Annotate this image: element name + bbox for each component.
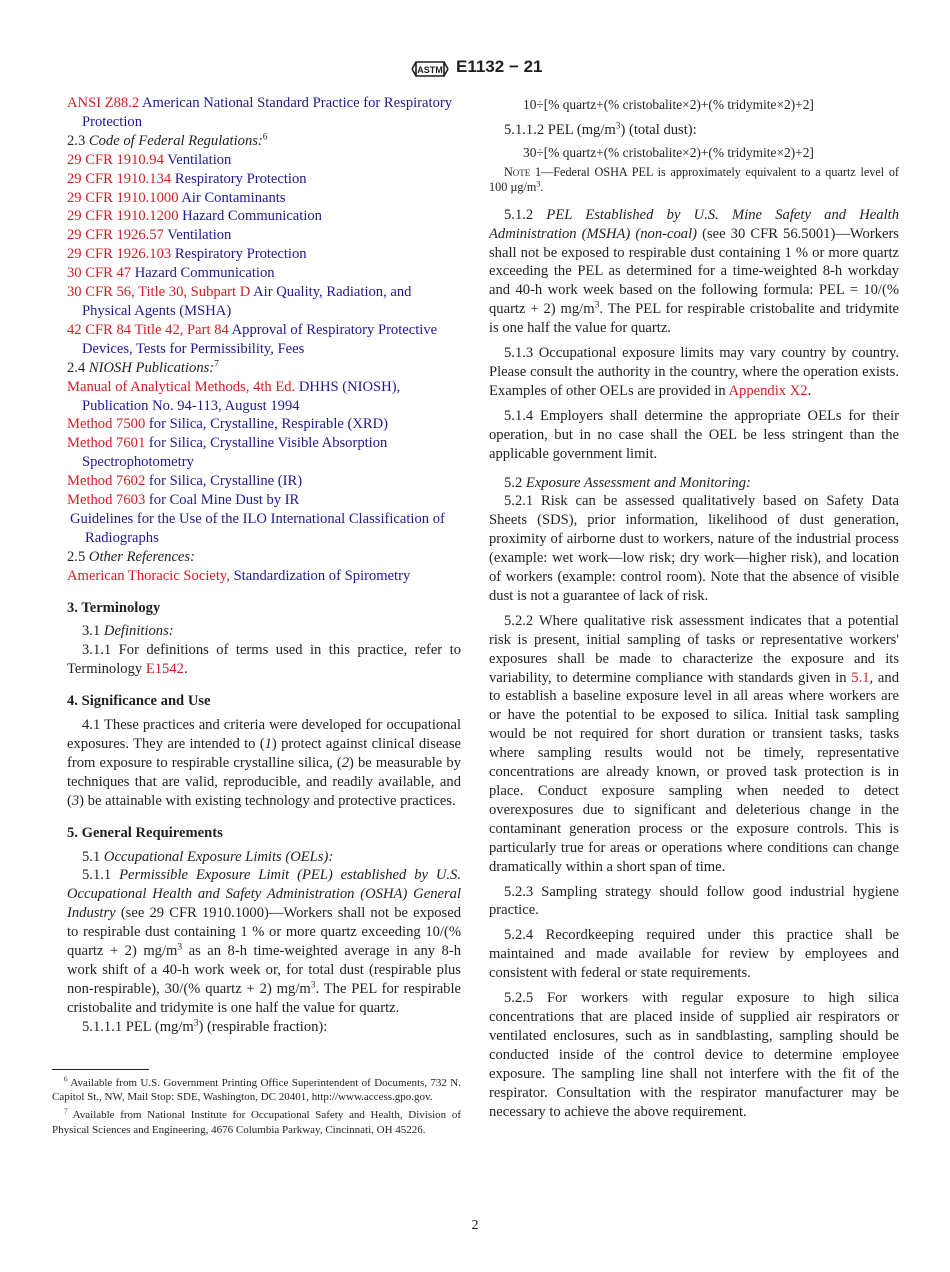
ref-title-link[interactable]: Standardization of Spirometry — [233, 567, 411, 584]
ref-code-link[interactable]: 29 CFR 1910.1200 — [67, 208, 179, 225]
reference-item — [67, 472, 461, 491]
reference-item — [67, 245, 461, 264]
ref-title-link[interactable]: Ventilation — [167, 151, 232, 168]
ref-title-link[interactable]: for Silica, Crystalline, Respirable (XRD) — [148, 416, 389, 433]
para-5-1: 5.1 Occupational Exposure Limits (OELs): — [82, 848, 334, 865]
ref-title-link[interactable]: Hazard Communication — [182, 208, 322, 225]
reference-item — [67, 264, 461, 283]
ref-title-link[interactable]: Respiratory Protection — [174, 170, 307, 187]
standard-designation: E1132 − 21 — [456, 57, 543, 76]
other-heading: 2.5 Other References: — [67, 548, 195, 565]
right-column — [489, 94, 899, 1121]
para-5-1-3: 5.1.3 Occupational exposure limits may vary country by country. Please consult the authority in the country, where the operation exists. Examples of other OELs are provided in Appendix X2. — [489, 345, 899, 399]
para-5-2-5: 5.2.5 For workers with regular exposure to high silica concentrations that are placed inside of supplied air respirators or ventilated enclosures, such as in sandblasting, sampling should be conducted inside of the control device to determine employee exposure. The sampling line shall not interfere with the fit of the respirator. Consultation with the respirator manufacturer may be necessary to achieve the above requirement. — [489, 990, 899, 1120]
para-4-1: 4.1 These practices and criteria were developed for occupational exposures. They are intended to (1) protect against clinical disease from exposure to respirable crystalline silica, (2) be measurable by techniques that are valid, reproducible, and readily available, and (3) be attainable with existing technology and protective practices. — [67, 717, 461, 809]
para-5-2-3: 5.2.3 Sampling strategy should follow good industrial hygiene practice. — [489, 883, 899, 919]
para-3-1: 3.1 Definitions: — [82, 623, 174, 640]
reference-item — [67, 189, 461, 208]
ref-title-link[interactable]: DHHS (NIOSH), Publication No. 94-113, August 1994 — [82, 378, 401, 414]
reference-item — [67, 434, 461, 472]
reference-item — [67, 491, 461, 510]
section-heading-terminology: 3. Terminology — [67, 599, 161, 616]
ref-code-link[interactable]: Method 7601 — [67, 435, 146, 452]
para-5-2-1: 5.2.1 Risk can be assessed qualitatively based on Safety Data Sheets (SDS), prior information, likelihood of dust generation, proximity of airborne dust to workers, nature of the industrial process (example: wet work—low risk; dry work—higher risk), and location of workers (example: control room). Note that the absence of visible dust is not a guarantee of lack of risk. — [489, 493, 899, 604]
ref-code-link[interactable]: Method 7602 — [67, 473, 146, 490]
para-5-1-1-2: 5.1.1.2 PEL $(mg/m^3)$ (total dust): — [504, 121, 697, 138]
reference-item — [67, 151, 461, 170]
ref-code-link[interactable]: 29 CFR 1910.134 — [67, 170, 172, 187]
ref-title-link[interactable]: for Silica, Crystalline (IR) — [148, 473, 303, 490]
reference-item — [67, 207, 461, 226]
ref-title-link[interactable]: Air Contaminants — [181, 189, 286, 206]
ref-title-link[interactable]: for Silica, Crystalline Visible Absorption Spectrophotometry — [82, 435, 388, 471]
ref-code-link[interactable]: 29 CFR 1910.94 — [67, 151, 164, 168]
para-5-2-4: 5.2.4 Recordkeeping required under this practice shall be maintained and made available for review by employees and consistent with federal or state requirements. — [489, 927, 899, 982]
ref-code-link[interactable]: American Thoracic Society, — [67, 567, 230, 584]
ref-code-link[interactable]: 29 CFR 1926.103 — [67, 246, 172, 263]
appendix-x2-link[interactable]: Appendix X2 — [728, 382, 808, 399]
ref-title-link[interactable]: for Coal Mine Dust by IR — [148, 492, 300, 509]
astm-logo-icon — [410, 56, 450, 82]
ref-code-link[interactable]: Method 7603 — [67, 492, 146, 509]
logo-text: ASTM — [417, 65, 443, 75]
ref-code-link[interactable]: Manual of Analytical Methods, 4th Ed. — [67, 378, 296, 395]
ref-code-link[interactable]: Method 7500 — [67, 416, 146, 433]
ref-title-link[interactable]: American National Standard Practice for Respiratory Protection — [82, 95, 453, 130]
cfr-heading: 2.3 Code of Federal Regulations:$^6$ — [67, 132, 268, 149]
ref-title-link[interactable]: Ventilation — [167, 227, 232, 244]
reference-item — [67, 283, 461, 321]
reference-item — [67, 378, 461, 416]
ref-code-link[interactable]: 30 CFR 47 — [67, 265, 132, 282]
reference-item — [67, 321, 461, 359]
left-column — [67, 94, 461, 1037]
footnotes — [52, 1076, 461, 1141]
para-5-1-2: 5.1.2 PEL Established by U.S. Mine Safety and Health Administration (MSHA) (non-coal) (see 30 CFR 56.5001)—Workers shall not be exposed to respirable dust containing 1 % or more quartz exceeding the PEL as determined for a time-weighted 8-h workday and 40-h work week based on the following formula: PEL = 10/(% quartz + 2) $mg/m^3$. The PEL for respirable cristobalite and tridymite is one half the value for quartz. — [489, 206, 899, 337]
ref-code-link[interactable]: ANSI Z88.2 — [67, 95, 140, 111]
page-header — [0, 56, 950, 82]
reference-item — [67, 170, 461, 189]
ref-code-link[interactable]: 42 CFR 84 Title 42, Part 84 — [67, 321, 229, 338]
reference-item — [67, 226, 461, 245]
para-5-2: 5.2 Exposure Assessment and Monitoring: — [504, 474, 751, 491]
section-heading-significance: 4. Significance and Use — [67, 693, 211, 710]
ref-ansi — [67, 94, 461, 132]
ref-code-link[interactable]: 29 CFR 1910.1000 — [67, 189, 179, 206]
reference-item — [67, 415, 461, 434]
footnote-6: $^6$ Available from U.S. Government Printing Office Superintendent of Documents, 732 N. Capitol St., NW, Mail Stop: SDE, Washington, DC 20401, http://www.access.gpo.gov. — [52, 1075, 461, 1104]
page-number: 2 — [471, 1218, 479, 1233]
footnote-divider — [52, 1069, 149, 1070]
footnote-ref: 6 — [262, 132, 268, 143]
ref-code-link[interactable]: 29 CFR 1926.57 — [67, 227, 164, 244]
ref-title-link[interactable]: Guidelines for the Use of the ILO International Classification of Radiographs — [70, 510, 445, 546]
cfr-reference-list — [67, 151, 461, 359]
niosh-reference-list — [67, 378, 461, 548]
para-3-1-1: 3.1.1 For definitions of terms used in this practice, refer to Terminology E1542. — [67, 642, 461, 678]
ref-title-link[interactable]: Air Quality, Radiation, and Physical Agents (MSHA) — [82, 284, 412, 319]
ref-ats — [67, 567, 461, 586]
ref-title-link[interactable]: Hazard Communication — [134, 265, 275, 282]
reference-item — [67, 510, 461, 548]
para-5-1-4: 5.1.4 Employers shall determine the appropriate OELs for their operation, but in no case shall the OEL be less stringent than the applicable government limit. — [489, 407, 899, 462]
ref-code-link[interactable]: 30 CFR 56, Title 30, Subpart D — [67, 284, 251, 301]
para-5-1-1: 5.1.1 Permissible Exposure Limit (PEL) established by U.S. Occupational Health and Safety Administration (OSHA) General Industry (see 29 CFR 1910.1000)—Workers shall not be exposed to respirable dust containing 1 % or more quartz exceeding 10/(% quartz + 2) $mg/m^3$ as an 8-h time-weighted average in any 8-h work shift of a 40-h work week or, for total dust (respirable plus non-respirable), 30/(% quartz + 2) $mg/m^3$. The PEL for respirable cristobalite and tridymite is one half the value for quartz. — [67, 867, 462, 1016]
formula-total-dust: 30÷[% quartz+(% cristobalite×2)+(% tridymite×2)+2] — [523, 144, 814, 160]
footnote-7: $^7$ Available from National Institute for Occupational Safety and Health, Division of Physical Sciences and Engineering, 4676 Columbia Parkway, Cincinnati, OH 45226. — [52, 1108, 461, 1136]
para-5-2-2: 5.2.2 Where qualitative risk assessment indicates that a potential risk is present, initial sampling of tasks or representative workers' exposures shall be made to characterize the exposure and its variability, to determine compliance with standards given in 5.1, and to establish a baseline exposure level in all areas where workers are or have the potential to be exposed to silica. Initial task sampling would be not required for short duration or transient tasks, tasks where sampling results would not be timely, representative concentrations are already known, or proved task protection is in place. Conduct exposure sampling when needed to detect overexposures due to significant and deleterious change in the contaminant generation process or the exposure controls. This is particularly true for areas or operations where conditions can change dramatically within a short span of time. — [489, 612, 899, 875]
para-5-1-1-1: 5.1.1.1 PEL $(mg/m^3)$ (respirable fraction): — [82, 1018, 328, 1035]
ref-title-link[interactable]: Approval of Respiratory Protective Devices, Tests for Permissibility, Fees — [82, 321, 438, 357]
formula-respirable: 10÷[% quartz+(% cristobalite×2)+(% tridymite×2)+2] — [523, 97, 814, 112]
section-5-1-link[interactable]: 5.1 — [851, 669, 870, 686]
footnote-ref: 7 — [214, 359, 219, 369]
section-heading-general-requirements: 5. General Requirements — [67, 824, 223, 841]
note-1: Note 1—Federal OSHA PEL is approximately equivalent to a quartz level of 100 $\mu g/m^3$. — [489, 164, 899, 195]
e1542-link[interactable]: E1542 — [145, 661, 184, 678]
ref-title-link[interactable]: Respiratory Protection — [174, 246, 307, 263]
niosh-heading: 2.4 NIOSH Publications:$^7$ — [67, 359, 219, 376]
